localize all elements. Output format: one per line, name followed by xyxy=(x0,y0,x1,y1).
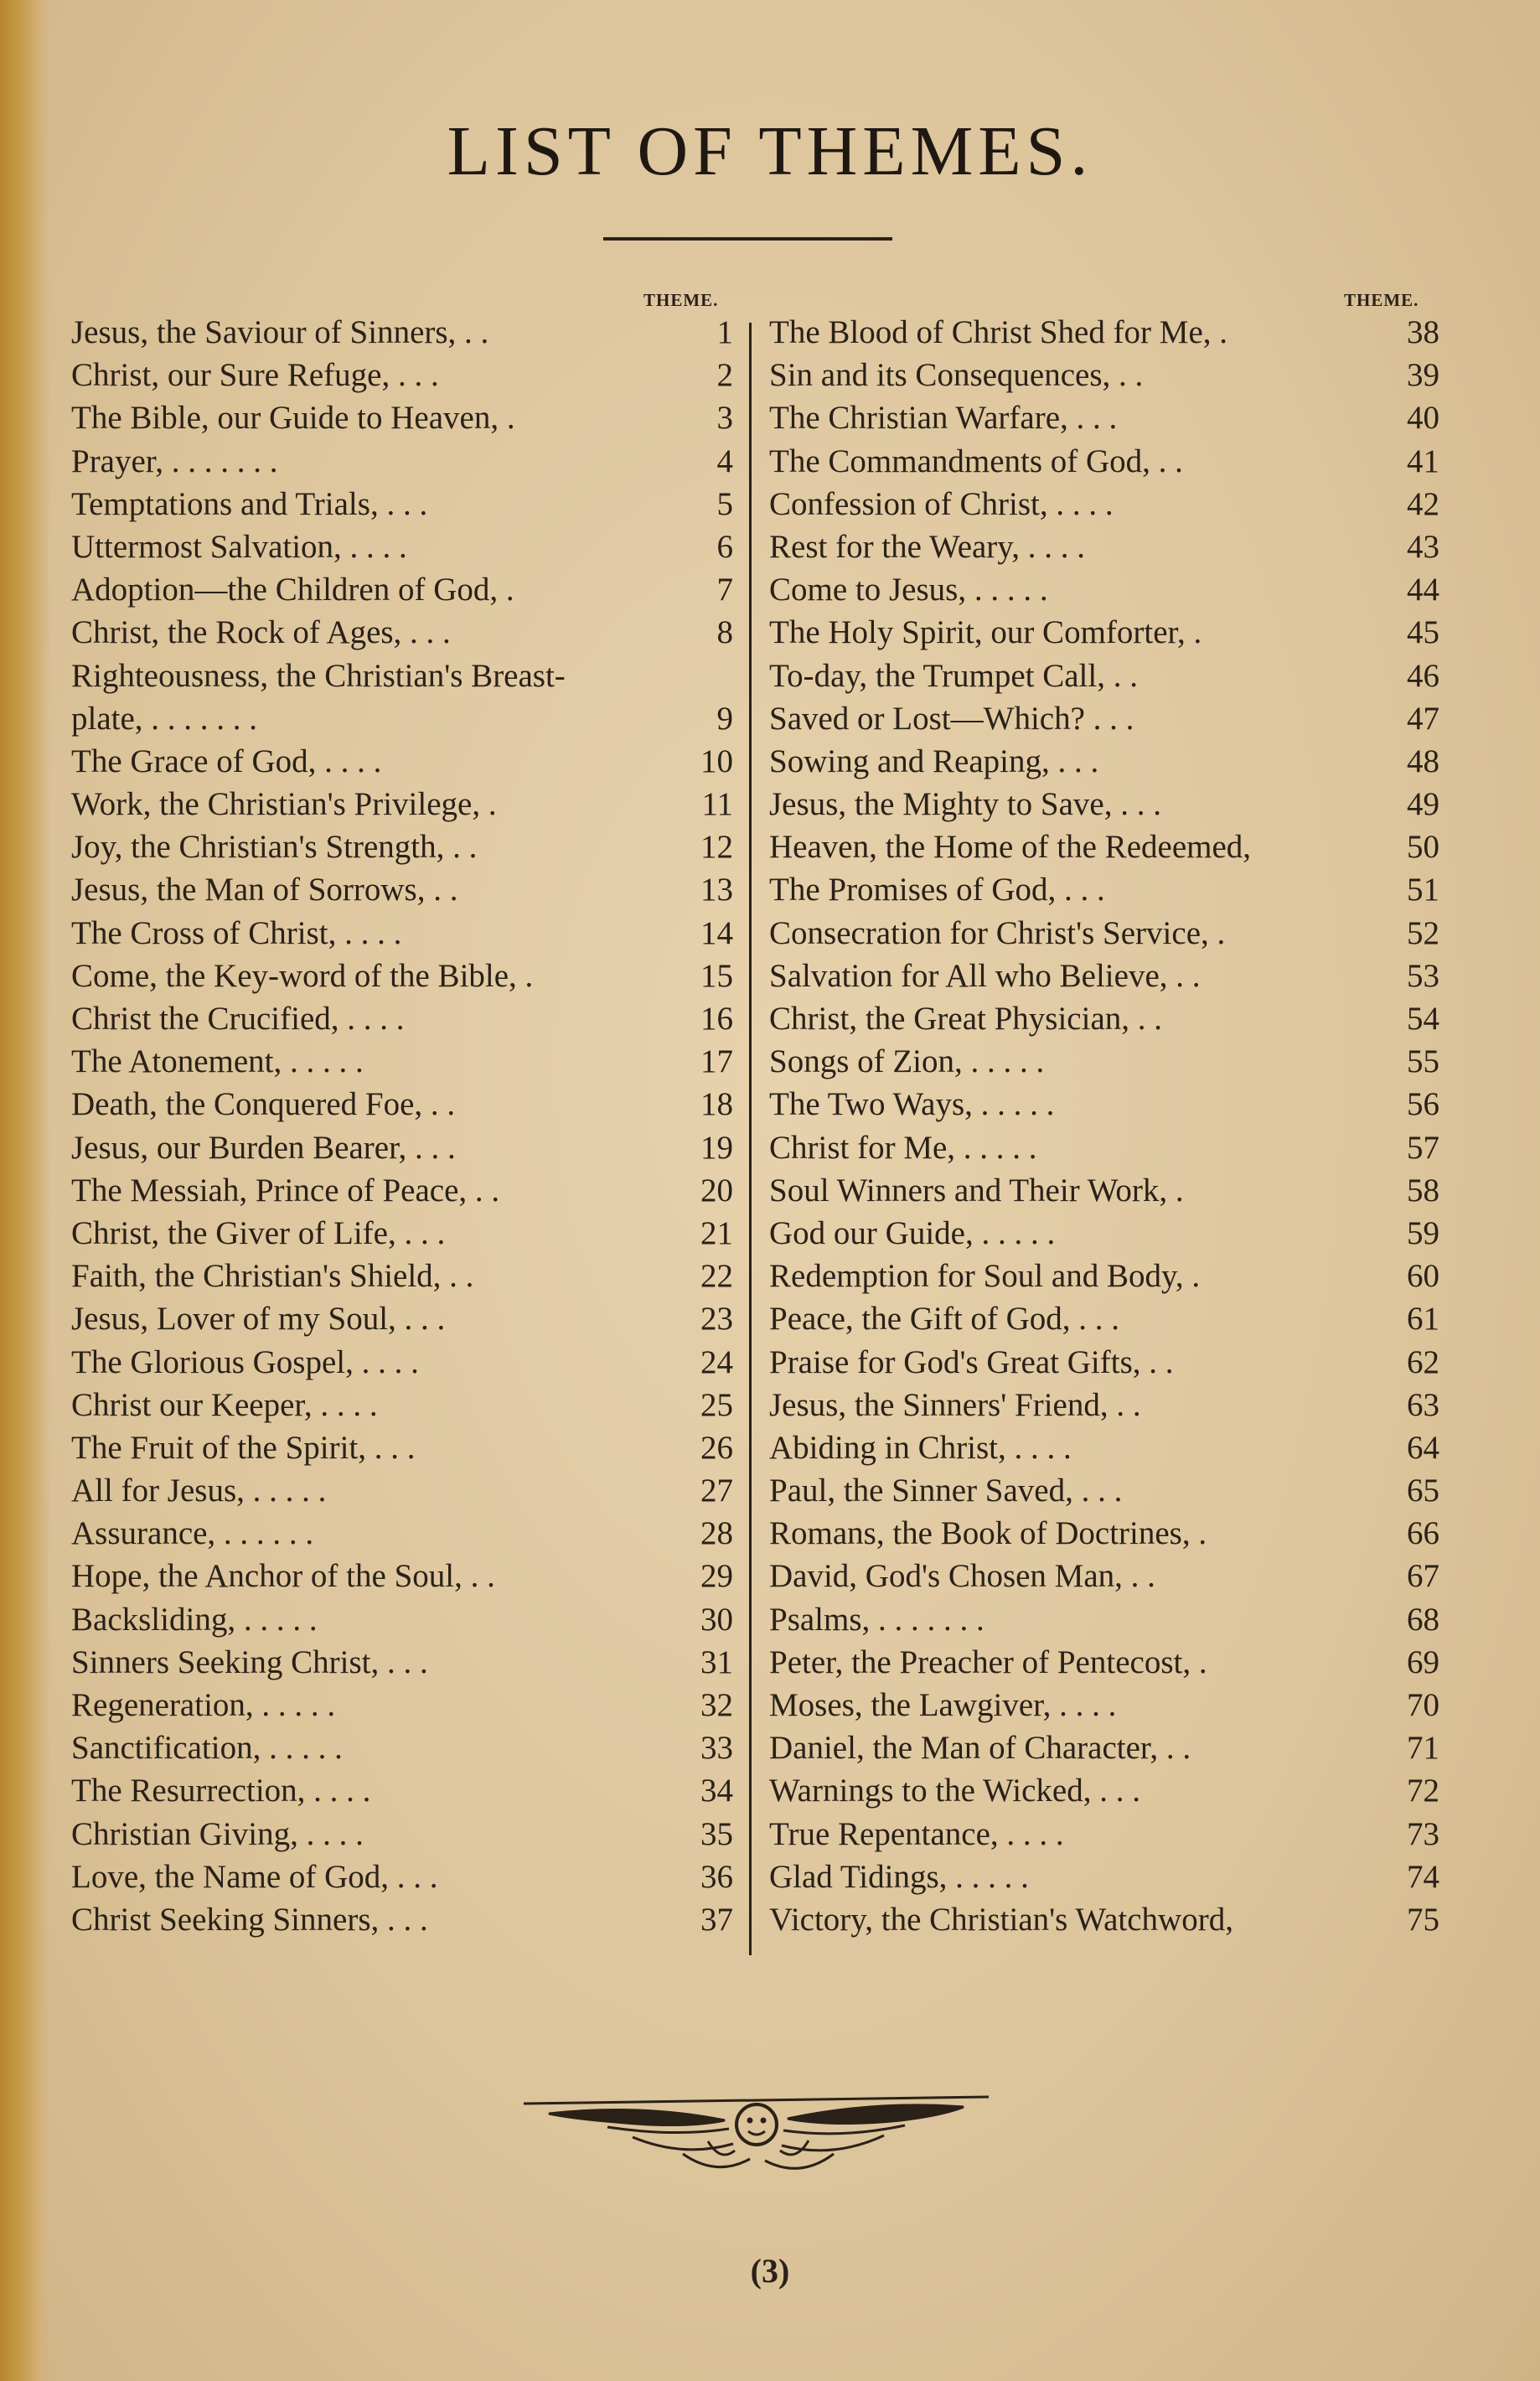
theme-entry xyxy=(71,568,733,611)
theme-entry xyxy=(769,826,1439,868)
theme-entry xyxy=(769,1726,1439,1769)
theme-number: 45 xyxy=(1407,614,1439,651)
theme-title: The Blood of Christ Shed for Me, . xyxy=(769,314,1228,350)
theme-number: 15 xyxy=(700,957,733,994)
theme-entry xyxy=(769,354,1439,396)
theme-number: 68 xyxy=(1407,1601,1439,1638)
theme-title: Christ the Crucified, . . . . xyxy=(71,1001,405,1037)
theme-number: 19 xyxy=(700,1129,733,1166)
theme-entry xyxy=(769,1426,1439,1469)
theme-number: 1 xyxy=(716,314,733,350)
theme-title: The Bible, our Guide to Heaven, . xyxy=(71,400,515,437)
theme-entry xyxy=(71,1426,733,1469)
theme-entry xyxy=(769,783,1439,826)
title-rule xyxy=(603,237,892,241)
theme-entry xyxy=(769,396,1439,439)
theme-number: 22 xyxy=(700,1258,733,1295)
theme-title: God our Guide, . . . . . xyxy=(769,1214,1056,1251)
theme-title: The Messiah, Prince of Peace, . . xyxy=(71,1172,500,1209)
theme-entry xyxy=(769,1813,1439,1856)
theme-title: Jesus, Lover of my Soul, . . . xyxy=(71,1301,446,1338)
theme-title: Adoption—the Children of God, . xyxy=(71,572,514,608)
theme-title: Sin and its Consequences, . . xyxy=(769,357,1144,394)
theme-title: The Commandments of God, . . xyxy=(769,443,1183,479)
column-divider xyxy=(749,323,752,1955)
theme-number: 24 xyxy=(700,1343,733,1380)
theme-entry xyxy=(71,1856,733,1898)
theme-number: 65 xyxy=(1407,1473,1439,1509)
theme-number: 61 xyxy=(1407,1301,1439,1338)
theme-title: Prayer, . . . . . . . xyxy=(71,443,278,479)
theme-entry xyxy=(769,955,1439,997)
theme-title: Christ, our Sure Refuge, . . . xyxy=(71,357,439,394)
theme-title: The Atonement, . . . . . xyxy=(71,1043,364,1080)
theme-entry xyxy=(769,1212,1439,1255)
theme-number: 41 xyxy=(1407,443,1439,479)
theme-number: 13 xyxy=(700,872,733,908)
theme-title: Saved or Lost—Which? . . . xyxy=(769,700,1134,737)
theme-entry xyxy=(769,1255,1439,1297)
theme-title: Christ, the Rock of Ages, . . . xyxy=(71,614,451,651)
theme-title: Psalms, . . . . . . . xyxy=(769,1601,984,1638)
theme-entry xyxy=(71,354,733,396)
theme-number: 56 xyxy=(1407,1086,1439,1123)
theme-number: 5 xyxy=(716,485,733,522)
theme-title: The Resurrection, . . . . xyxy=(71,1773,371,1809)
theme-number: 67 xyxy=(1407,1558,1439,1595)
theme-title: Abiding in Christ, . . . . xyxy=(769,1429,1072,1466)
theme-entry xyxy=(769,611,1439,654)
theme-title: Sinners Seeking Christ, . . . xyxy=(71,1643,428,1680)
theme-number: 35 xyxy=(700,1815,733,1852)
theme-title: Christ our Keeper, . . . . xyxy=(71,1386,378,1423)
theme-number: 62 xyxy=(1407,1343,1439,1380)
theme-number: 50 xyxy=(1407,829,1439,866)
page-number: (3) xyxy=(750,2252,790,2290)
theme-title: Songs of Zion, . . . . . xyxy=(769,1043,1045,1080)
theme-entry xyxy=(71,1469,733,1512)
theme-entry xyxy=(71,1083,733,1126)
theme-number: 29 xyxy=(700,1558,733,1595)
theme-title: Christ, the Giver of Life, . . . xyxy=(71,1214,446,1251)
theme-number: 75 xyxy=(1407,1901,1439,1938)
theme-entry xyxy=(71,783,733,826)
theme-entry xyxy=(769,1341,1439,1384)
theme-entry xyxy=(769,1555,1439,1597)
theme-title: Rest for the Weary, . . . . xyxy=(769,528,1086,565)
theme-title: Glad Tidings, . . . . . xyxy=(769,1858,1029,1895)
theme-entry xyxy=(769,1512,1439,1555)
theme-entry xyxy=(769,997,1439,1040)
right-theme-list xyxy=(769,311,1439,1941)
theme-entry xyxy=(71,912,733,955)
theme-entry xyxy=(769,697,1439,740)
theme-entry xyxy=(71,1813,733,1856)
theme-entry xyxy=(769,525,1439,568)
theme-number: 70 xyxy=(1407,1687,1439,1723)
theme-title: All for Jesus, . . . . . xyxy=(71,1473,327,1509)
theme-number: 14 xyxy=(700,914,733,951)
theme-title: David, God's Chosen Man, . . xyxy=(769,1558,1155,1595)
theme-number: 46 xyxy=(1407,657,1439,694)
theme-title: Temptations and Trials, . . . xyxy=(71,485,428,522)
theme-entry xyxy=(71,1512,733,1555)
theme-number: 54 xyxy=(1407,1001,1439,1037)
theme-entry xyxy=(769,1083,1439,1126)
theme-entry xyxy=(71,1341,733,1384)
theme-number: 9 xyxy=(716,700,733,737)
theme-entry xyxy=(71,955,733,997)
theme-entry xyxy=(71,1555,733,1597)
theme-number: 57 xyxy=(1407,1129,1439,1166)
theme-title: Come, the Key-word of the Bible, . xyxy=(71,957,534,994)
theme-title: To-day, the Trumpet Call, . . xyxy=(769,657,1138,694)
theme-entry xyxy=(769,311,1439,354)
theme-title: plate, . . . . . . . xyxy=(71,700,258,737)
theme-title: Sowing and Reaping, . . . xyxy=(769,743,1099,779)
theme-number: 32 xyxy=(700,1687,733,1723)
theme-title: Christian Giving, . . . . xyxy=(71,1815,364,1852)
theme-title: The Christian Warfare, . . . xyxy=(769,400,1118,437)
theme-title: Daniel, the Man of Character, . . xyxy=(769,1730,1191,1767)
theme-number: 6 xyxy=(716,528,733,565)
theme-entry xyxy=(71,1126,733,1169)
theme-number: 21 xyxy=(700,1214,733,1251)
left-theme-list xyxy=(71,311,733,1941)
theme-entry xyxy=(769,655,1439,697)
theme-entry xyxy=(769,1040,1439,1083)
theme-entry xyxy=(769,1469,1439,1512)
theme-number: 44 xyxy=(1407,572,1439,608)
theme-entry xyxy=(71,1212,733,1255)
theme-entry xyxy=(71,483,733,525)
theme-number: 27 xyxy=(700,1473,733,1509)
theme-entry xyxy=(769,1598,1439,1641)
theme-number: 3 xyxy=(716,400,733,437)
theme-title: Sanctification, . . . . . xyxy=(71,1730,343,1767)
theme-title: Victory, the Christian's Watchword, xyxy=(769,1901,1233,1938)
theme-entry xyxy=(769,1384,1439,1426)
theme-title: Assurance, . . . . . . xyxy=(71,1515,314,1552)
theme-number: 69 xyxy=(1407,1643,1439,1680)
theme-entry xyxy=(71,1769,733,1812)
theme-number: 63 xyxy=(1407,1386,1439,1423)
theme-title: Christ Seeking Sinners, . . . xyxy=(71,1901,428,1938)
theme-title: The Promises of God, . . . xyxy=(769,872,1105,908)
theme-number: 42 xyxy=(1407,485,1439,522)
theme-title: Come to Jesus, . . . . . xyxy=(769,572,1048,608)
theme-entry xyxy=(71,525,733,568)
book-binding-edge xyxy=(0,0,50,2381)
theme-number: 52 xyxy=(1407,914,1439,951)
theme-title: True Repentance, . . . . xyxy=(769,1815,1064,1852)
theme-title: The Fruit of the Spirit, . . . xyxy=(71,1429,416,1466)
theme-title: The Holy Spirit, our Comforter, . xyxy=(769,614,1202,651)
theme-title: The Two Ways, . . . . . xyxy=(769,1086,1055,1123)
theme-number: 73 xyxy=(1407,1815,1439,1852)
theme-entry xyxy=(769,740,1439,783)
theme-number: 36 xyxy=(700,1858,733,1895)
theme-title: Righteousness, the Christian's Breast- xyxy=(71,657,566,694)
theme-number: 18 xyxy=(700,1086,733,1123)
theme-number: 28 xyxy=(700,1515,733,1552)
theme-number: 60 xyxy=(1407,1258,1439,1295)
theme-title: Warnings to the Wicked, . . . xyxy=(769,1773,1140,1809)
theme-title: Backsliding, . . . . . xyxy=(71,1601,318,1638)
theme-number: 37 xyxy=(700,1901,733,1938)
theme-title: Jesus, the Sinners' Friend, . . xyxy=(769,1386,1141,1423)
theme-title: Jesus, the Saviour of Sinners, . . xyxy=(71,314,489,350)
theme-number: 16 xyxy=(700,1001,733,1037)
theme-entry xyxy=(71,868,733,911)
theme-number: 64 xyxy=(1407,1429,1439,1466)
theme-number: 71 xyxy=(1407,1730,1439,1767)
theme-number: 12 xyxy=(700,829,733,866)
theme-number: 10 xyxy=(700,743,733,779)
theme-entry xyxy=(769,912,1439,955)
theme-entry xyxy=(71,1297,733,1340)
theme-title: Heaven, the Home of the Redeemed, xyxy=(769,829,1252,866)
page-title: LIST OF THEMES. xyxy=(447,112,1093,190)
theme-number: 51 xyxy=(1407,872,1439,908)
theme-title: Jesus, our Burden Bearer, . . . xyxy=(71,1129,456,1166)
theme-title: Consecration for Christ's Service, . xyxy=(769,914,1226,951)
theme-title: Praise for God's Great Gifts, . . xyxy=(769,1343,1174,1380)
theme-number: 30 xyxy=(700,1601,733,1638)
theme-title: Christ, the Great Physician, . . xyxy=(769,1001,1163,1037)
theme-entry xyxy=(769,483,1439,525)
theme-number: 17 xyxy=(700,1043,733,1080)
theme-title: Love, the Name of God, . . . xyxy=(71,1858,438,1895)
theme-number: 66 xyxy=(1407,1515,1439,1552)
theme-number: 55 xyxy=(1407,1043,1439,1080)
theme-number: 59 xyxy=(1407,1214,1439,1251)
theme-entry xyxy=(71,1384,733,1426)
theme-number: 7 xyxy=(716,572,733,608)
theme-number: 8 xyxy=(716,614,733,651)
theme-number: 11 xyxy=(701,786,733,823)
theme-number: 47 xyxy=(1407,700,1439,737)
theme-number: 31 xyxy=(700,1643,733,1680)
theme-entry xyxy=(71,1169,733,1212)
theme-entry xyxy=(71,1684,733,1726)
theme-number: 23 xyxy=(700,1301,733,1338)
theme-number: 4 xyxy=(716,443,733,479)
theme-number: 38 xyxy=(1407,314,1439,350)
theme-entry xyxy=(769,1856,1439,1898)
theme-title: Salvation for All who Believe, . . xyxy=(769,957,1201,994)
theme-entry xyxy=(71,1726,733,1769)
theme-title: Soul Winners and Their Work, . xyxy=(769,1172,1184,1209)
theme-entry xyxy=(71,1255,733,1297)
theme-entry xyxy=(769,1898,1439,1941)
theme-number: 33 xyxy=(700,1730,733,1767)
theme-title: Regeneration, . . . . . xyxy=(71,1687,336,1723)
theme-number: 39 xyxy=(1407,357,1439,394)
theme-entry xyxy=(769,1297,1439,1340)
theme-number: 25 xyxy=(700,1386,733,1423)
theme-title: Confession of Christ, . . . . xyxy=(769,485,1114,522)
theme-entry xyxy=(71,311,733,354)
theme-number: 74 xyxy=(1407,1858,1439,1895)
theme-title: Joy, the Christian's Strength, . . xyxy=(71,829,478,866)
theme-entry xyxy=(71,396,733,439)
theme-entry xyxy=(769,868,1439,911)
theme-title: Redemption for Soul and Body, . xyxy=(769,1258,1201,1295)
theme-title: Paul, the Sinner Saved, . . . xyxy=(769,1473,1123,1509)
left-column-header: THEME. xyxy=(643,290,719,310)
theme-title: Jesus, the Mighty to Save, . . . xyxy=(769,786,1161,823)
theme-entry xyxy=(71,1641,733,1684)
theme-title: Uttermost Salvation, . . . . xyxy=(71,528,407,565)
theme-title: Faith, the Christian's Shield, . . xyxy=(71,1258,474,1295)
right-column-header: THEME. xyxy=(1344,290,1419,310)
theme-entry xyxy=(71,1898,733,1941)
theme-number: 48 xyxy=(1407,743,1439,779)
theme-entry xyxy=(71,1040,733,1083)
theme-number: 26 xyxy=(700,1429,733,1466)
theme-title: Moses, the Lawgiver, . . . . xyxy=(769,1687,1117,1723)
theme-title: Hope, the Anchor of the Soul, . . xyxy=(71,1558,495,1595)
theme-number: 40 xyxy=(1407,400,1439,437)
theme-entry xyxy=(769,440,1439,483)
theme-entry xyxy=(71,1598,733,1641)
theme-entry xyxy=(769,1126,1439,1169)
theme-title: Peace, the Gift of God, . . . xyxy=(769,1301,1120,1338)
theme-entry xyxy=(769,1684,1439,1726)
theme-entry xyxy=(71,440,733,483)
theme-title: Work, the Christian's Privilege, . xyxy=(71,786,497,823)
theme-entry xyxy=(71,997,733,1040)
theme-title: The Glorious Gospel, . . . . xyxy=(71,1343,419,1380)
theme-title: Jesus, the Man of Sorrows, . . xyxy=(71,872,458,908)
theme-number: 72 xyxy=(1407,1773,1439,1809)
theme-entry xyxy=(71,740,733,783)
theme-title: Death, the Conquered Foe, . . xyxy=(71,1086,456,1123)
theme-title: The Cross of Christ, . . . . xyxy=(71,914,402,951)
theme-title: Peter, the Preacher of Pentecost, . xyxy=(769,1643,1207,1680)
theme-number: 53 xyxy=(1407,957,1439,994)
theme-entry xyxy=(769,1641,1439,1684)
theme-title: The Grace of God, . . . . xyxy=(71,743,382,779)
theme-number: 34 xyxy=(700,1773,733,1809)
theme-entry xyxy=(769,568,1439,611)
scroll-ornament-icon xyxy=(515,2078,997,2187)
theme-entry xyxy=(71,611,733,654)
theme-title: Christ for Me, . . . . . xyxy=(769,1129,1037,1166)
theme-entry xyxy=(71,826,733,868)
theme-number: 43 xyxy=(1407,528,1439,565)
theme-number: 58 xyxy=(1407,1172,1439,1209)
theme-entry xyxy=(769,1169,1439,1212)
theme-entry xyxy=(769,1769,1439,1812)
theme-number: 49 xyxy=(1407,786,1439,823)
theme-number: 20 xyxy=(700,1172,733,1209)
theme-entry xyxy=(71,655,733,697)
theme-title: Romans, the Book of Doctrines, . xyxy=(769,1515,1207,1552)
theme-entry xyxy=(71,697,733,740)
theme-number: 2 xyxy=(716,357,733,394)
